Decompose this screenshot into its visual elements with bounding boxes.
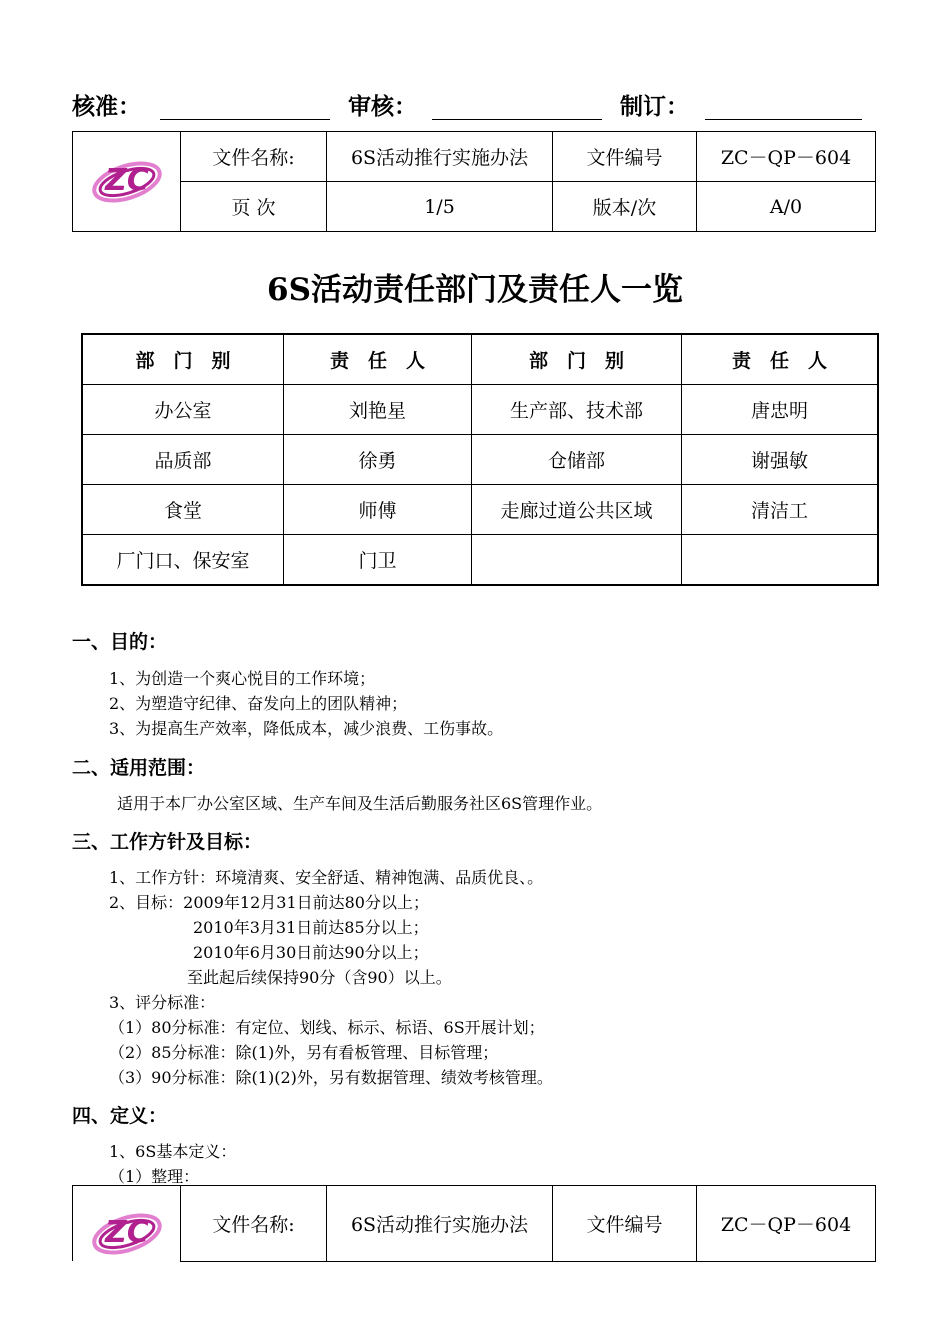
review-signature-line xyxy=(432,119,602,120)
table-cell: 门卫 xyxy=(284,535,472,586)
scope-text: 适用于本厂办公室区域、生产车间及生活后勤服务社区6S管理作业。 xyxy=(117,794,603,813)
review-label: 审核： xyxy=(348,94,417,120)
document-header-table xyxy=(72,131,876,232)
table-cell: 厂门口、保安室 xyxy=(82,535,284,586)
table-row xyxy=(82,435,878,485)
logo-cell xyxy=(73,1186,181,1262)
doc-no-value: ZC－QP－604 xyxy=(697,132,876,182)
doc-name-label: 文件名称: xyxy=(181,132,327,182)
table-cell: 谢强敏 xyxy=(682,435,879,485)
definition-line: （1）整理： xyxy=(109,1167,200,1186)
table-cell: 清洁工 xyxy=(682,485,879,535)
header-person-2: 责 任 人 xyxy=(682,334,879,385)
policy-line: 1、工作方针：环境清爽、安全舒适、精神饱满、品质优良、。 xyxy=(109,868,544,887)
table-cell: 仓储部 xyxy=(472,435,682,485)
section-heading-policy: 三、工作方针及目标： xyxy=(72,831,263,853)
table-cell xyxy=(682,535,879,586)
definition-line: 1、6S基本定义： xyxy=(109,1142,237,1161)
zc-logo-icon xyxy=(87,144,167,214)
approve-label: 核准： xyxy=(72,94,141,120)
page-label: 页 次 xyxy=(181,182,327,232)
policy-line: 2、目标：2009年12月31日前达80分以上； xyxy=(109,893,429,912)
logo-text: ZC xyxy=(104,1215,149,1250)
table-row xyxy=(82,485,878,535)
header-department-1: 部 门 别 xyxy=(82,334,284,385)
doc-name-value: 6S活动推行实施办法 xyxy=(327,132,553,182)
table-cell: 食堂 xyxy=(82,485,284,535)
logo-text: ZC xyxy=(104,163,149,198)
approve-signature-line xyxy=(160,119,330,120)
policy-line: （1）80分标准：有定位、划线、标示、标语、6S开展计划； xyxy=(109,1018,545,1037)
policy-line: 2010年6月30日前达90分以上； xyxy=(193,943,429,962)
purpose-item: 1、为创造一个爽心悦目的工作环境； xyxy=(109,669,376,688)
doc-no-label: 文件编号 xyxy=(553,1186,697,1262)
section-heading-purpose: 一、目的： xyxy=(72,631,168,653)
header-person-1: 责 任 人 xyxy=(284,334,472,385)
table-cell: 办公室 xyxy=(82,385,284,435)
zc-logo-icon xyxy=(87,1196,167,1266)
policy-line: （3）90分标准：除(1)(2)外，另有数据管理、绩效考核管理。 xyxy=(109,1068,553,1087)
doc-name-value: 6S活动推行实施办法 xyxy=(327,1186,553,1262)
table-cell: 刘艳星 xyxy=(284,385,472,435)
page-value: 1/5 xyxy=(327,182,553,232)
doc-name-label: 文件名称: xyxy=(181,1186,327,1262)
draft-label: 制订： xyxy=(620,94,689,120)
table-cell: 唐忠明 xyxy=(682,385,879,435)
policy-line: 2010年3月31日前达85分以上； xyxy=(193,918,429,937)
purpose-item: 2、为塑造守纪律、奋发向上的团队精神； xyxy=(109,694,408,713)
policy-line: （2）85分标准：除(1)外，另有看板管理、目标管理； xyxy=(109,1043,499,1062)
table-cell: 生产部、技术部 xyxy=(472,385,682,435)
responsibility-table xyxy=(81,333,879,586)
section-heading-scope: 二、适用范围： xyxy=(72,757,206,779)
table-cell: 师傅 xyxy=(284,485,472,535)
policy-line: 3、评分标准： xyxy=(109,993,216,1012)
table-cell: 徐勇 xyxy=(284,435,472,485)
version-value: A/0 xyxy=(697,182,876,232)
table-cell: 走廊过道公共区域 xyxy=(472,485,682,535)
purpose-item: 3、为提高生产效率，降低成本，减少浪费、工伤事故。 xyxy=(109,719,504,738)
doc-no-value: ZC－QP－604 xyxy=(697,1186,876,1262)
next-page-header-table xyxy=(72,1185,876,1262)
table-cell: 品质部 xyxy=(82,435,284,485)
version-label: 版本/次 xyxy=(553,182,697,232)
table-row xyxy=(82,535,878,586)
logo-cell xyxy=(73,132,181,232)
header-department-2: 部 门 别 xyxy=(472,334,682,385)
page-title: 6S活动责任部门及责任人一览 xyxy=(267,272,683,308)
table-header-row xyxy=(82,334,878,385)
table-cell xyxy=(472,535,682,586)
draft-signature-line xyxy=(705,119,862,120)
policy-line: 至此起后续保持90分（含90）以上。 xyxy=(187,968,452,987)
section-heading-definition: 四、定义： xyxy=(72,1105,168,1127)
table-row xyxy=(82,385,878,435)
doc-no-label: 文件编号 xyxy=(553,132,697,182)
